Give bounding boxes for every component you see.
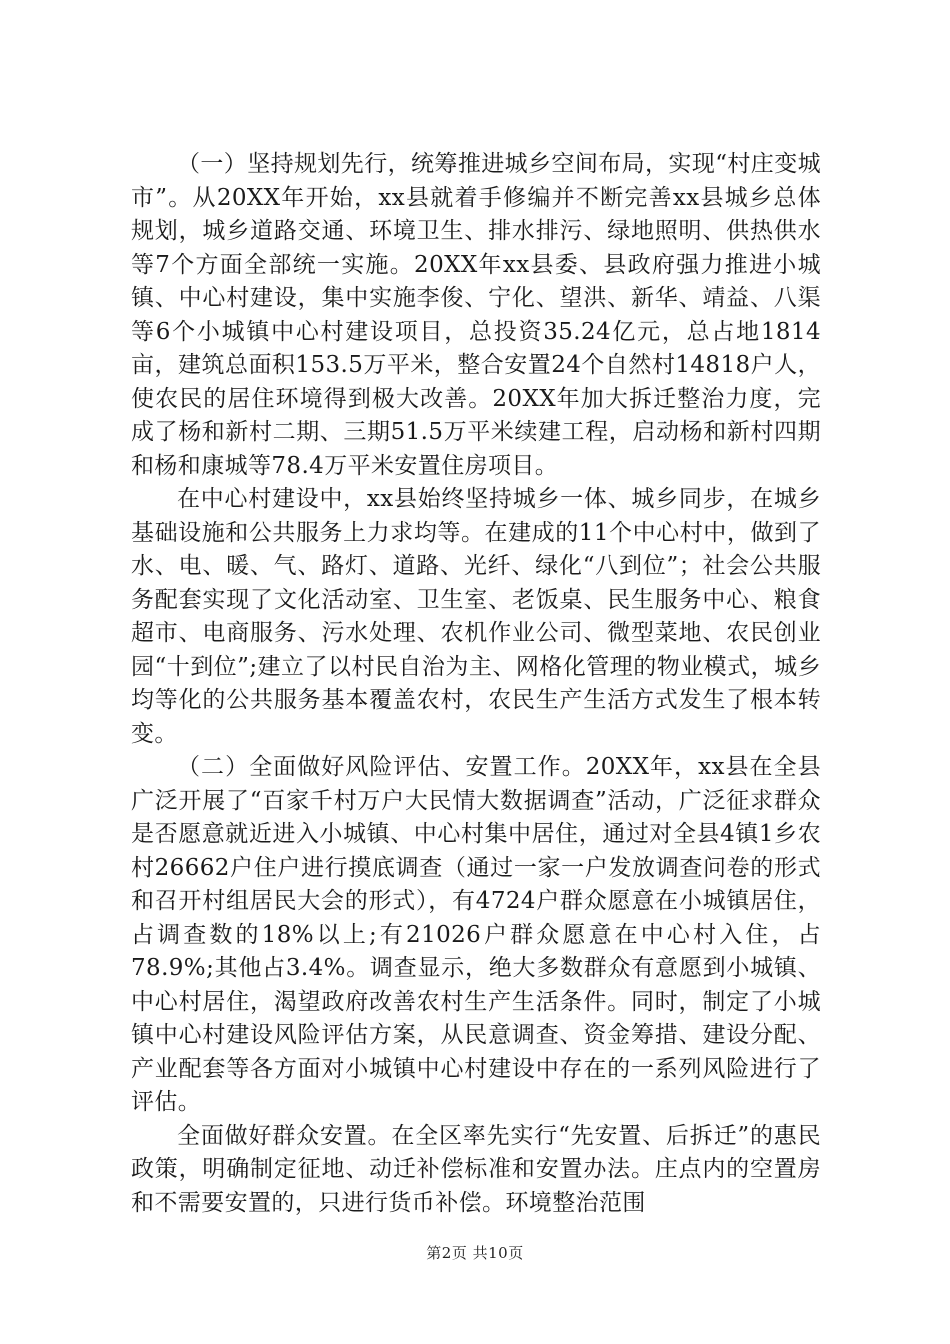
document-body (131, 148, 821, 1220)
paragraph-resettlement: 全面做好群众安置。在全区率先实行“先安置、后拆迁”的惠民政策，明确制定征地、动迁补偿标准和安置办法。庄点内的空置房和不需要安置的，只进行货币补偿。环境整治范围 (131, 1122, 821, 1216)
paragraph-central-village: 在中心村建设中，xx县始终坚持城乡一体、城乡同步，在城乡基础设施和公共服务上力求均等。在建成的11个中心村中，做到了水、电、暖、气、路灯、道路、光纤、绿化“八到位”；社会公共服务配套实现了文化活动室、卫生室、老饭桌、民生服务中心、粮食超市、电商服务、污水处理、农机作业公司、微型菜地、农民创业园“十到位”;建立了以村民自治为主、网格化管理的物业模式，城乡均等化的公共服务基本覆盖农村，农民生产生活方式发生了根本转变。 (131, 486, 821, 747)
paragraph-planning: （一）坚持规划先行，统筹推进城乡空间布局，实现“村庄变城市”。从20XX年开始，xx县就着手修编并不断完善xx县城乡总体规划，城乡道路交通、环境卫生、排水排污、绿地照明、供热供水等7个方面全部统一实施。20XX年xx县委、县政府强力推进小城镇、中心村建设，集中实施李俊、宁化、望洪、新华、靖益、八渠等6个小城镇中心村建设项目，总投资35.24亿元，总占地1814亩，建筑总面积153.5万平米，整合安置24个自然村14818户人，使农民的居住环境得到极大改善。20XX年加大拆迁整治力度，完成了杨和新村二期、三期51.5万平米续建工程，启动杨和新村四期和杨和康城等78.4万平米安置住房项目。 (131, 151, 821, 479)
paragraph-risk-assessment: （二）全面做好风险评估、安置工作。20XX年，xx县在全县广泛开展了“百家千村万户大民情大数据调查”活动，广泛征求群众是否愿意就近进入小城镇、中心村集中居住，通过对全县4镇1乡农村26662户住户进行摸底调查（通过一家一户发放调查问卷的形式和召开村组居民大会的形式），有4724户群众愿意在小城镇居住，占调查数的18%以上;有21026户群众愿意在中心村入住，占78.9%;其他占3.4%。调查显示，绝大多数群众有意愿到小城镇、中心村居住，渴望政府改善农村生产生活条件。同时，制定了小城镇中心村建设风险评估方案，从民意调查、资金筹措、建设分配、产业配套等各方面对小城镇中心村建设中存在的一系列风险进行了评估。 (131, 754, 821, 1115)
page-footer: 第2页 共10页 (426, 1244, 524, 1262)
